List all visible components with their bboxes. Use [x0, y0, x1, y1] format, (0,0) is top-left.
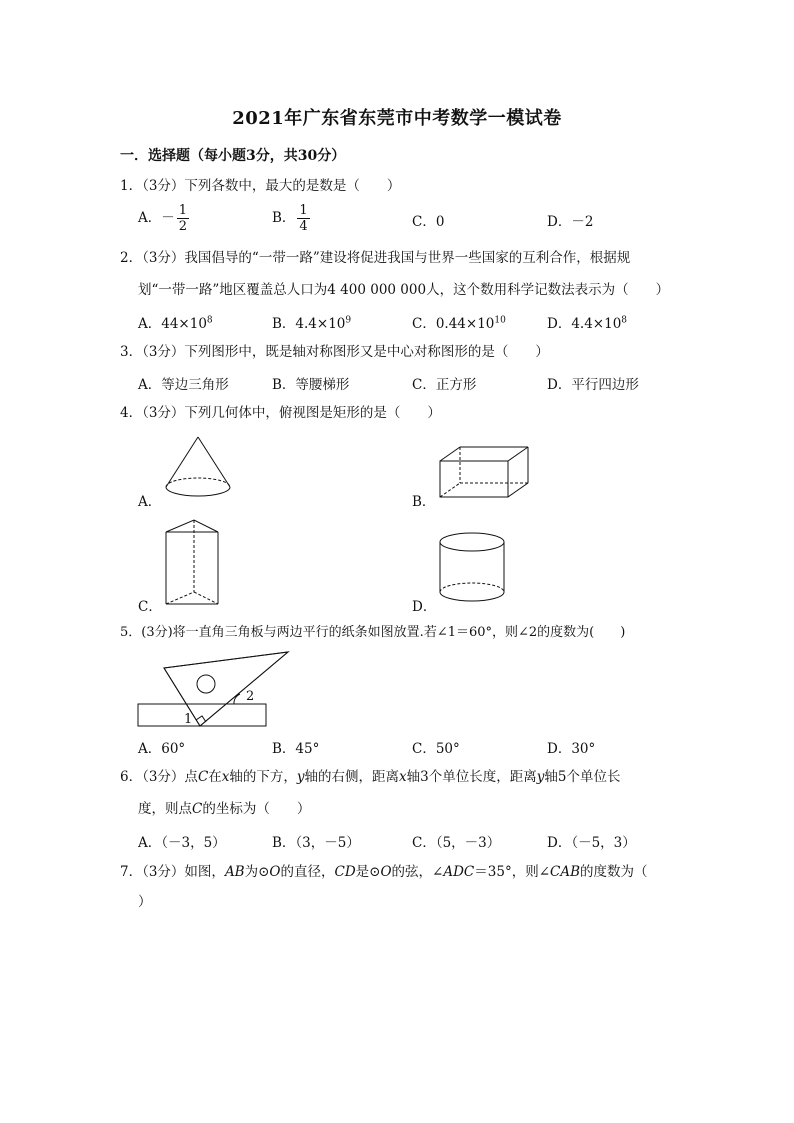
text: 7．（3分）如图，	[120, 864, 225, 880]
text: 度，则点	[138, 801, 192, 817]
fraction	[177, 203, 189, 234]
angle-1-label: 1	[184, 712, 193, 727]
var-o: O	[269, 864, 281, 880]
option-text: A．44×10	[138, 316, 207, 332]
denominator: 4	[299, 219, 308, 234]
question-4-option-a: A．	[138, 494, 162, 510]
minus-sign: －	[161, 210, 175, 226]
question-3-option-b: B．等腰梯形	[272, 377, 350, 393]
text: ＝35°，则∠	[474, 864, 551, 880]
exponent: 8	[621, 315, 628, 326]
question-4-option-d: D．	[412, 599, 437, 615]
text: 的坐标为（ ）	[202, 801, 311, 817]
var-c: C	[197, 769, 209, 785]
triangle-ruler-figure	[136, 648, 296, 730]
question-2-line-2: 划“一带一路”地区覆盖总人口为4 400 000 000人，这个数用科学记数法表示为（ ）	[138, 282, 670, 298]
question-1-option-a	[138, 203, 189, 234]
question-4-option-b: B．	[412, 494, 436, 510]
var-y: y	[536, 769, 545, 785]
numerator: 1	[178, 203, 188, 218]
var-cab: CAB	[550, 864, 581, 880]
text: 轴3个单位长度，距离	[406, 769, 537, 785]
cone-figure	[160, 435, 240, 501]
var-y: y	[296, 769, 305, 785]
text: 在	[208, 769, 222, 785]
question-5-option-b: B．45°	[272, 741, 320, 757]
question-4-option-c: C．	[138, 599, 162, 615]
question-5-option-a: A．60°	[138, 741, 186, 757]
question-7-line-2: ）	[138, 894, 152, 910]
question-1-option-c: C．0	[412, 214, 445, 230]
question-2-option-d	[547, 312, 627, 332]
question-6-option-c: C．（5，－3）	[412, 835, 501, 851]
question-2-option-a	[138, 312, 213, 332]
var-c: C	[192, 801, 203, 817]
var-o: O	[380, 864, 392, 880]
question-2-option-c	[412, 312, 506, 332]
question-6-line-2	[138, 799, 310, 819]
question-3-option-d: D．平行四边形	[547, 377, 639, 393]
option-label: A．	[138, 210, 162, 226]
question-1-option-d: D．－2	[547, 214, 594, 230]
question-6-option-d: D．（－5，3）	[547, 835, 636, 851]
question-1-option-b	[272, 203, 310, 234]
text: 6．（3分）点	[120, 769, 198, 785]
triangular-prism-figure	[164, 518, 224, 608]
question-2-option-b	[272, 312, 351, 332]
text: 轴5个单位长	[544, 769, 621, 785]
question-6-option-a: A．（－3，5）	[138, 835, 226, 851]
text: 的直径，	[280, 864, 335, 880]
text: 轴的下方，	[229, 769, 297, 785]
question-5-option-c: C．50°	[412, 741, 460, 757]
question-1-stem: 1．（3分）下列各数中，最大的是数是（ ）	[120, 178, 401, 194]
cylinder-figure	[438, 530, 508, 610]
var-adc: ADC	[443, 864, 475, 880]
exponent: 8	[206, 315, 213, 326]
var-cd: CD	[334, 864, 356, 880]
exponent: 9	[345, 315, 352, 326]
option-text: B．4.4×10	[272, 316, 346, 332]
question-3-stem: 3．（3分）下列图形中，既是轴对称图形又是中心对称图形的是（ ）	[120, 344, 549, 360]
text: 为⊙	[244, 864, 270, 880]
text: 的度数为（	[580, 864, 648, 880]
text: 是⊙	[355, 864, 381, 880]
question-6-line-1	[120, 767, 621, 787]
section-heading: 一．选择题（每小题3分，共30分）	[120, 148, 346, 164]
var-ab: AB	[224, 864, 245, 880]
question-7-line-1	[120, 862, 648, 882]
angle-2-label: 2	[246, 689, 255, 704]
cuboid-figure	[438, 445, 534, 501]
question-6-option-b: B．（3，－5）	[272, 835, 360, 851]
exponent: 10	[494, 315, 506, 326]
var-x: x	[399, 769, 407, 785]
option-text: C．0.44×10	[412, 316, 495, 332]
option-label: B．	[272, 210, 296, 226]
text: 的弦，∠	[391, 864, 444, 880]
option-text: D．4.4×10	[547, 316, 622, 332]
question-5-option-d: D．30°	[547, 741, 596, 757]
question-3-option-c: C．正方形	[412, 377, 477, 393]
question-5-stem: 5．(3分)将一直角三角板与两边平行的纸条如图放置.若∠1＝60°，则∠2的度数为( )	[120, 625, 626, 640]
question-2-line-1: 2．（3分）我国倡导的“一带一路”建设将促进我国与世界一些国家的互利合作，根据规	[120, 250, 631, 266]
question-3-option-a: A．等边三角形	[138, 377, 229, 393]
page-title: 2021年广东省东莞市中考数学一模试卷	[232, 108, 562, 129]
numerator: 1	[299, 203, 308, 218]
denominator: 2	[178, 219, 188, 234]
text: 轴的右侧，距离	[304, 769, 400, 785]
fraction	[297, 203, 309, 234]
question-4-stem: 4．（3分）下列几何体中，俯视图是矩形的是（ ）	[120, 405, 441, 421]
var-x: x	[221, 769, 230, 785]
